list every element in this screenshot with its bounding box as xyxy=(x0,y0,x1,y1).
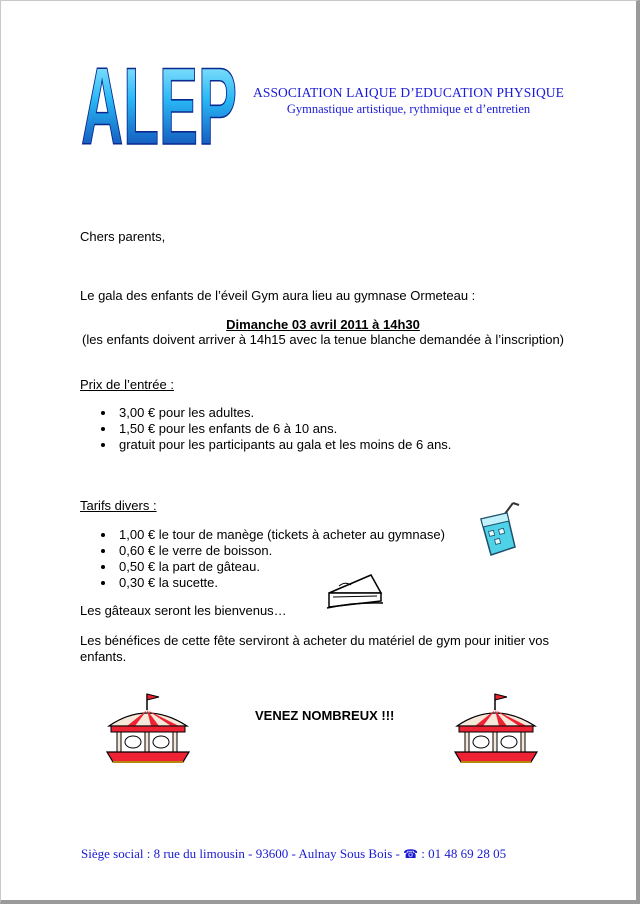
arrival-note: (les enfants doivent arriver à 14h15 avec la tenue blanche demandée à l’inscription) xyxy=(81,332,564,347)
list-item: gratuit pour les participants au gala et les moins de 6 ans. xyxy=(81,437,601,453)
alep-logo xyxy=(79,43,241,155)
telephone-icon: ☎ xyxy=(403,847,419,861)
footer-address xyxy=(81,846,506,862)
list-item: 3,00 € pour les adultes. xyxy=(81,405,601,421)
list-item: 0,30 € la sucette. xyxy=(81,575,601,591)
phone-number: : 01 48 69 28 05 xyxy=(418,846,507,861)
carousel-icon xyxy=(453,690,541,766)
list-item: 1,00 € le tour de manège (tickets à acheter au gymnase) xyxy=(81,527,601,543)
prices-list xyxy=(81,405,601,453)
list-item: 1,50 € pour les enfants de 6 à 10 ans. xyxy=(81,421,601,437)
closing-text: VENEZ NOMBREUX !!! xyxy=(255,708,395,723)
event-date: Dimanche 03 avril 2011 à 14h30 xyxy=(226,317,420,332)
logo-text: ALEP xyxy=(81,44,237,155)
association-subtitle: Gymnastique artistique, rythmique et d’entretien xyxy=(286,102,531,116)
greeting: Chers parents, xyxy=(80,229,166,244)
tariffs-title: Tarifs divers : xyxy=(80,498,157,513)
benefits-text: Les bénéfices de cette fête serviront à acheter du matériel de gym pour initier vos enfants. xyxy=(80,633,549,664)
address-text: Siège social : 8 rue du limousin - 93600 - Aulnay Sous Bois - xyxy=(81,846,404,861)
drink-cup-icon xyxy=(471,501,523,559)
cakes-text: Les gâteaux seront les bienvenus… xyxy=(80,603,287,618)
list-item: 0,60 € le verre de boisson. xyxy=(81,543,601,559)
association-header xyxy=(251,85,566,117)
intro-text: Le gala des enfants de l’éveil Gym aura lieu au gymnase Ormeteau : xyxy=(80,288,476,303)
carousel-icon xyxy=(105,690,193,766)
prices-title: Prix de l’entrée : xyxy=(80,377,174,392)
association-name: ASSOCIATION LAIQUE D’EDUCATION PHYSIQUE xyxy=(252,85,564,100)
list-item: 0,50 € la part de gâteau. xyxy=(81,559,601,575)
cake-slice-icon xyxy=(325,571,385,611)
